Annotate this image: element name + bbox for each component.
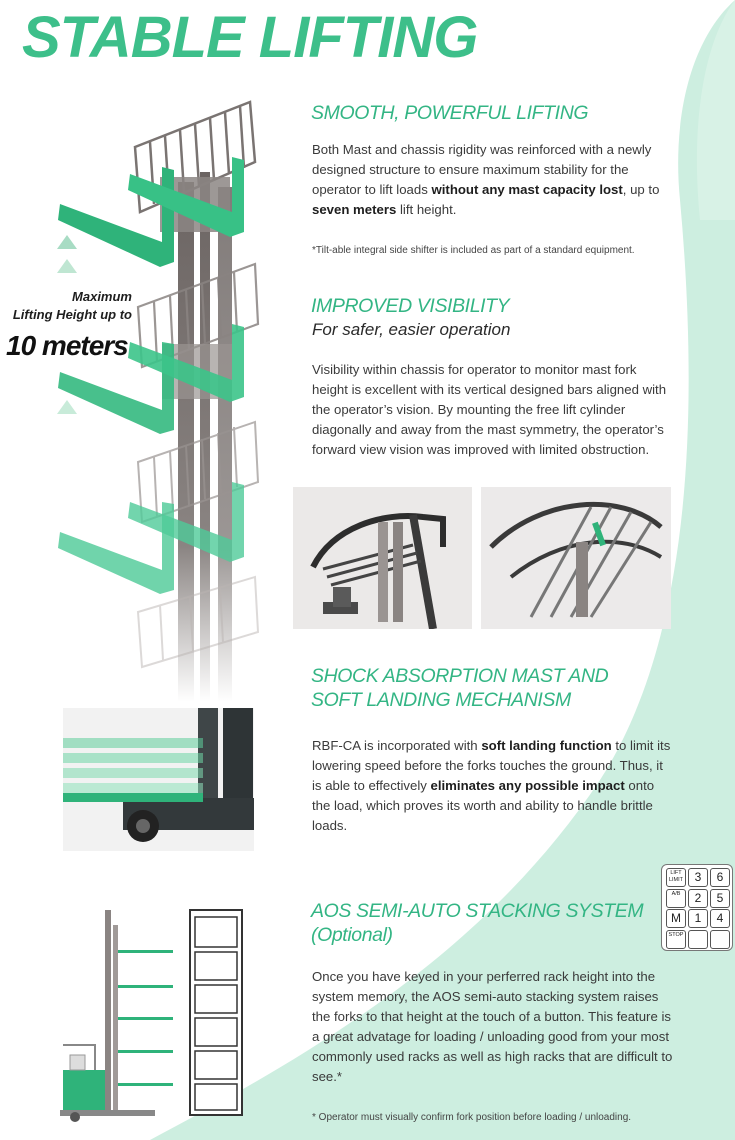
page-title: STABLE LIFTING bbox=[22, 5, 478, 70]
keypad-key: 3 bbox=[688, 868, 708, 887]
aos-note: * Operator must visually confirm fork position before loading / unloading. bbox=[312, 1112, 632, 1123]
keypad-key: 2 bbox=[688, 889, 708, 908]
keypad-key: LIFT LIMIT bbox=[666, 868, 686, 887]
visibility-text: Visibility within chassis for operator to monitor mast fork height is excellent with its vertical designed bars aligned with the operator’s vision. By mounting the free lift cylinder diagonally and away from the mast symmetry, the operator’s forward view vision was improved with limited obstruction. bbox=[312, 362, 667, 457]
keypad-key: 1 bbox=[688, 909, 708, 928]
max-height-label-line1: Maximum bbox=[72, 289, 132, 304]
aos-heading-line2: (Optional) bbox=[311, 924, 393, 946]
smooth-heading: SMOOTH, POWERFUL LIFTING bbox=[311, 102, 589, 124]
keypad-key: 6 bbox=[710, 868, 730, 887]
keypad-key bbox=[710, 930, 730, 949]
rack-diagram bbox=[55, 905, 250, 1125]
shock-heading-line2: SOFT LANDING MECHANISM bbox=[311, 689, 571, 711]
keypad-key: M bbox=[666, 909, 686, 928]
max-height-label-line2: Lifting Height up to bbox=[12, 307, 132, 322]
up-arrow-icon bbox=[55, 235, 79, 279]
cabin-photo-right bbox=[481, 487, 671, 629]
keypad-key: STOP bbox=[666, 930, 686, 949]
shock-heading-line1: SHOCK ABSORPTION MAST AND bbox=[311, 665, 609, 687]
visibility-heading: IMPROVED VISIBILITY bbox=[311, 295, 510, 317]
cabin-photo-left bbox=[293, 487, 472, 629]
aos-keypad bbox=[661, 864, 733, 951]
keypad-key: 4 bbox=[710, 909, 730, 928]
mast-illustration bbox=[50, 92, 265, 702]
aos-text: Once you have keyed in your perferred rack height into the system memory, the AOS semi-auto stacking system raises the forks to that height at the touch of a button. This feature is a great advatage for loading / unloading good from your most commonly used racks as well as high racks that are difficult to see.* bbox=[312, 969, 673, 1084]
soft-landing-photo bbox=[63, 708, 254, 851]
keypad-key bbox=[688, 930, 708, 949]
max-height-label bbox=[0, 288, 132, 324]
shock-text: RBF-CA is incorporated with soft landing function to limit its lowering speed before the forks touches the ground. Thus, it is able to effectively eliminates any possible impact onto the load, which proves its worth and ability to handle brittle loads. bbox=[312, 738, 671, 833]
shock-heading bbox=[311, 664, 608, 712]
visibility-subheading: For safer, easier operation bbox=[312, 320, 511, 339]
aos-heading-line1: AOS SEMI-AUTO STACKING SYSTEM bbox=[311, 900, 644, 922]
smooth-text: Both Mast and chassis rigidity was reinforced with a newly designed structure to ensure maximum stability for the operator to lift loads without any mast capacity lost, up to seven meters lift height. bbox=[312, 142, 660, 217]
aos-heading bbox=[311, 899, 643, 947]
smooth-note: *Tilt-able integral side shifter is included as part of a standard equipment. bbox=[312, 245, 635, 256]
keypad-key: A/B bbox=[666, 889, 686, 908]
max-height-value: 10 meters bbox=[6, 330, 128, 361]
keypad-key: 5 bbox=[710, 889, 730, 908]
up-arrow-icon bbox=[55, 398, 79, 418]
